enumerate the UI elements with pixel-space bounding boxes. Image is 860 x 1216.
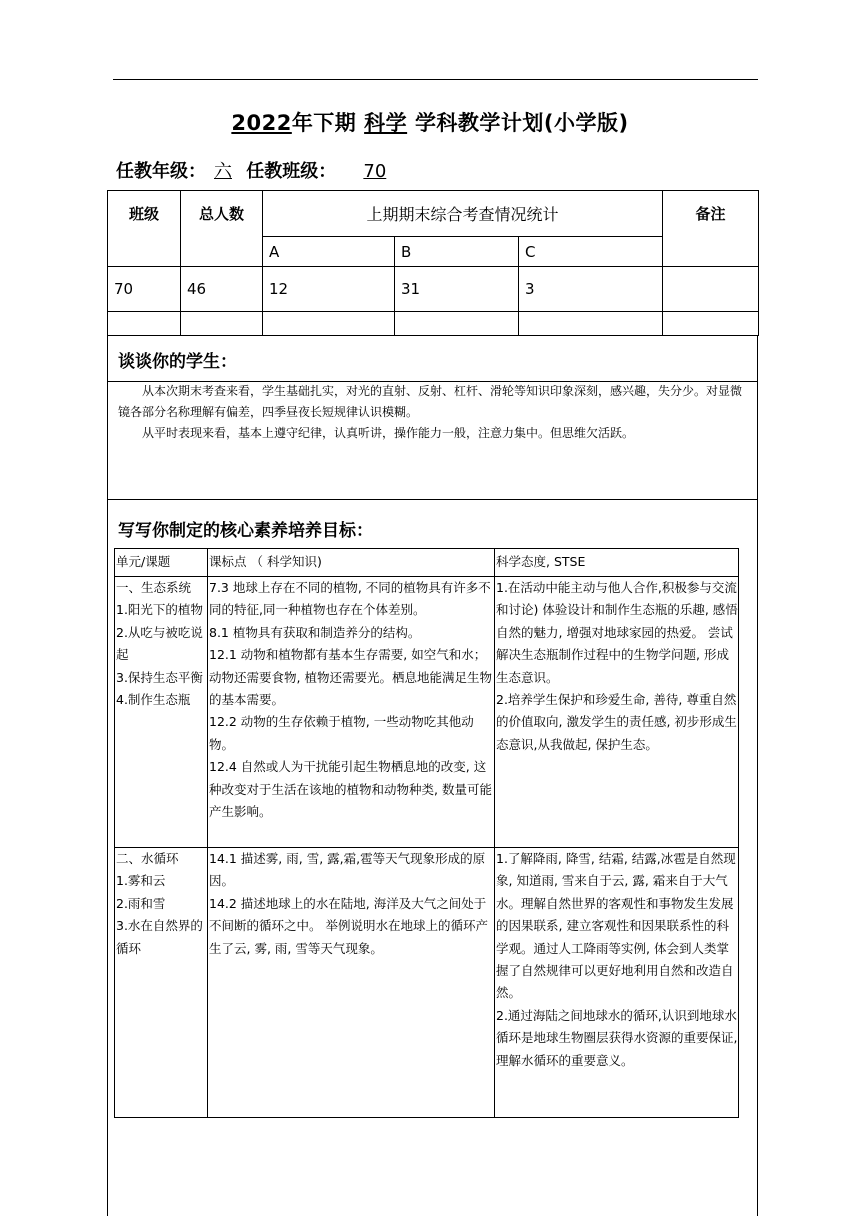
core-goals-table <box>114 548 739 1118</box>
knowledge-cell: 7.3 地球上存在不同的植物, 不同的植物具有许多不同的特征,同一种植物也存在个体差别。 8.1 植物具有获取和制造养分的结构。 12.1 动物和植物都有基本生存需要, 如空气和水；动物还需要食物, 植物还需要光。栖息地能满足生物的基本需要。 12.2 动物的生存依赖于植物, 一些动物吃其他动物。 12.4 自然或人为干扰能引起生物栖息地的改变, 这种改变对于生活在该地的植物和动物种类, 数量可能产生影响。 <box>208 577 495 848</box>
table-row-empty <box>108 312 759 336</box>
title-year: 2022 <box>231 111 292 135</box>
table-row <box>108 267 759 312</box>
row-note <box>663 267 759 312</box>
teaching-info <box>116 157 386 183</box>
row-c: 3 <box>519 267 663 312</box>
header-exam-stats: 上期期末综合考查情况统计 <box>263 191 663 237</box>
row-b: 31 <box>395 267 519 312</box>
knowledge-cell: 14.1 描述雾, 雨, 雪, 露,霜,雹等天气现象形成的原因。 14.2 描述地球上的水在陆地, 海洋及大气之间处于不间断的循环之中。 举例说明水在地球上的循环产生了云, 雾, 雨, 雪等天气现象。 <box>208 848 495 1118</box>
unit-cell: 一、生态系统 1.阳光下的植物 2.从吃与被吃说起 3.保持生态平衡 4.制作生态瓶 <box>115 577 208 848</box>
table-row <box>115 848 739 1118</box>
attitude-cell: 1.在活动中能主动与他人合作,积极参与交流和讨论) 体验设计和制作生态瓶的乐趣, 感悟自然的魅力, 增强对地球家园的热爱。 尝试解决生态瓶制作过程中的生物学问题, 形成生态意识。 2.培养学生保护和珍爱生命, 善待, 尊重自然的价值取向, 激发学生的责任感, 初步形成生态意识,从我做起, 保护生态。 <box>495 577 739 848</box>
header-rule <box>113 79 758 80</box>
attitude-cell: 1.了解降雨, 降雪, 结霜, 结露,冰雹是自然现象, 知道雨, 雪来自于云, 露, 霜来自于大气水。理解自然世界的客观性和事物发生发展的因果联系, 建立客观性和因果联系性的科学观。通过人工降雨等实例, 体会到人类掌握了自然规律可以更好地利用自然和改造自然。 2.通过海陆之间地球水的循环,认识到地球水循环是地球生物圈层获得水资源的重要保证, 理解水循环的重要意义。 <box>495 848 739 1118</box>
title-rest: 学科教学计划(小学版) <box>414 111 629 135</box>
grade-value: 六 <box>214 161 232 182</box>
goals-header-attitude: 科学态度, STSE <box>495 549 739 577</box>
header-note: 备注 <box>663 191 759 267</box>
row-class: 70 <box>108 267 181 312</box>
student-analysis-paragraph-1: 从本次期末考查来看，学生基础扎实，对光的直射、反射、杠杆、滑轮等知识印象深刻，感兴趣，失分少。对显微镜各部分名称理解有偏差，四季昼夜长短规律认识模糊。 <box>118 384 743 419</box>
header-class: 班级 <box>108 191 181 267</box>
title-subject: 科学 <box>364 111 408 135</box>
goals-header-unit: 单元/课题 <box>115 549 208 577</box>
unit-cell: 二、水循环 1.雾和云 2.雨和雪 3.水在自然界的循环 <box>115 848 208 1118</box>
grade-a-header: A <box>263 237 395 267</box>
title-term: 年下期 <box>291 111 357 135</box>
class-value: 70 <box>363 161 387 182</box>
class-label: 任教班级： <box>246 161 337 182</box>
core-goals-heading: 写写你制定的核心素养培养目标： <box>118 521 373 541</box>
table-row <box>115 577 739 848</box>
header-total: 总人数 <box>181 191 263 267</box>
row-total: 46 <box>181 267 263 312</box>
row-a: 12 <box>263 267 395 312</box>
student-analysis-section <box>107 335 758 500</box>
grade-b-header: B <box>395 237 519 267</box>
goals-header-knowledge: 课标点 （ 科学知识) <box>208 549 495 577</box>
grade-label: 任教年级： <box>116 161 206 182</box>
student-analysis-heading: 谈谈你的学生： <box>118 352 237 372</box>
document-title <box>0 107 860 137</box>
exam-stats-table <box>107 190 759 336</box>
grade-c-header: C <box>519 237 663 267</box>
student-analysis-paragraph-2: 从平时表现来看，基本上遵守纪律，认真听讲，操作能力一般，注意力集中。但思维欠活跃。 <box>142 426 635 440</box>
